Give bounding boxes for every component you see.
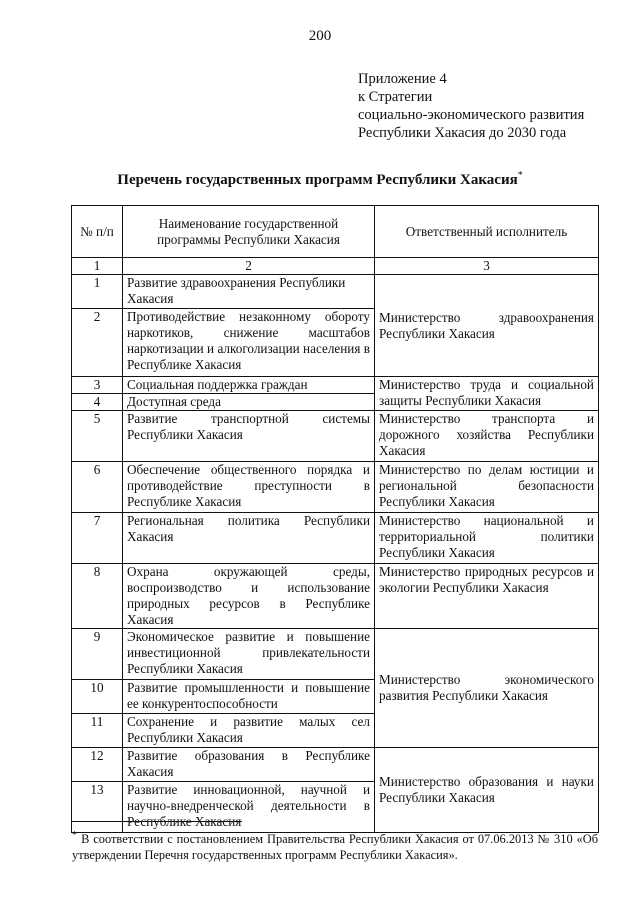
program-name: Развитие транспортной системы Республики Хакасия <box>123 411 375 462</box>
appendix-line: социально-экономического развития <box>358 107 585 123</box>
row-number: 3 <box>72 377 123 394</box>
appendix-line: Республики Хакасия до 2030 года <box>358 125 567 141</box>
document-title-text: Перечень государственных программ Республики Хакасия <box>117 172 518 188</box>
row-number: 10 <box>72 680 123 714</box>
page-number: 200 <box>308 28 332 44</box>
executor: Министерство образования и науки Республики Хакасия <box>375 748 599 833</box>
table-row <box>72 411 599 462</box>
row-number: 7 <box>72 513 123 564</box>
executor: Министерство экономического развития Республики Хакасия <box>375 629 599 748</box>
footnote-mark: * <box>517 170 523 181</box>
program-name: Экономическое развитие и повышение инвестиционной привлекательности Республики Хакасия <box>123 629 375 680</box>
footnote-text: В соответствии с постановлением Правительства Республики Хакасия от 07.06.2013 № 310 «Об утверждении Перечня государственных программ Республики Хакасия». <box>72 832 598 863</box>
executor: Министерство по делам юстиции и региональной безопасности Республики Хакасия <box>375 462 599 513</box>
appendix-header <box>358 70 584 142</box>
footnote-divider <box>72 821 242 822</box>
table-row <box>72 513 599 564</box>
footnote <box>72 828 598 863</box>
row-number: 13 <box>72 782 123 833</box>
executor: Министерство здравоохранения Республики Хакасия <box>375 275 599 377</box>
program-name: Противодействие незаконному обороту наркотиков, снижение масштабов наркотизации и алкоголизации населения в Республике Хакасия <box>123 309 375 377</box>
column-number: 1 <box>72 258 123 275</box>
table-row <box>72 275 599 309</box>
row-number: 1 <box>72 275 123 309</box>
row-number: 4 <box>72 394 123 411</box>
header-name: Наименование государственной программы Республики Хакасия <box>123 206 375 258</box>
column-number: 2 <box>123 258 375 275</box>
document-title <box>0 170 640 189</box>
table-row <box>72 748 599 782</box>
program-name: Развитие образования в Республике Хакасия <box>123 748 375 782</box>
row-number: 8 <box>72 564 123 629</box>
executor: Министерство транспорта и дорожного хозяйства Республики Хакасия <box>375 411 599 462</box>
program-name: Охрана окружающей среды, воспроизводство и использование природных ресурсов в Республике Хакасия <box>123 564 375 629</box>
program-name: Социальная поддержка граждан <box>123 377 375 394</box>
program-name: Развитие инновационной, научной и научно-внедренческой деятельности в Республике Хакасия <box>123 782 375 833</box>
row-number: 5 <box>72 411 123 462</box>
executor: Министерство природных ресурсов и экологии Республики Хакасия <box>375 564 599 629</box>
appendix-line: к Стратегии <box>358 89 433 105</box>
row-number: 2 <box>72 309 123 377</box>
program-name: Обеспечение общественного порядка и противодействие преступности в Республике Хакасия <box>123 462 375 513</box>
programs-table <box>71 205 599 833</box>
header-executor: Ответственный исполнитель <box>375 206 599 258</box>
footnote-mark: * <box>72 830 78 841</box>
column-number: 3 <box>375 258 599 275</box>
row-number: 12 <box>72 748 123 782</box>
row-number: 9 <box>72 629 123 680</box>
executor: Министерство труда и социальной защиты Республики Хакасия <box>375 377 599 411</box>
program-name: Развитие промышленности и повышение ее конкурентоспособности <box>123 680 375 714</box>
table-row <box>72 629 599 680</box>
header-num: № п/п <box>72 206 123 258</box>
table-row <box>72 462 599 513</box>
appendix-line: Приложение 4 <box>358 71 447 87</box>
program-name: Доступная среда <box>123 394 375 411</box>
program-name: Региональная политика Республики Хакасия <box>123 513 375 564</box>
table-row <box>72 377 599 394</box>
table-header-row <box>72 206 599 258</box>
column-number-row <box>72 258 599 275</box>
table-row <box>72 564 599 629</box>
row-number: 6 <box>72 462 123 513</box>
program-name: Сохранение и развитие малых сел Республики Хакасия <box>123 714 375 748</box>
program-name: Развитие здравоохранения Республики Хакасия <box>123 275 375 309</box>
executor: Министерство национальной и территориальной политики Республики Хакасия <box>375 513 599 564</box>
row-number: 11 <box>72 714 123 748</box>
